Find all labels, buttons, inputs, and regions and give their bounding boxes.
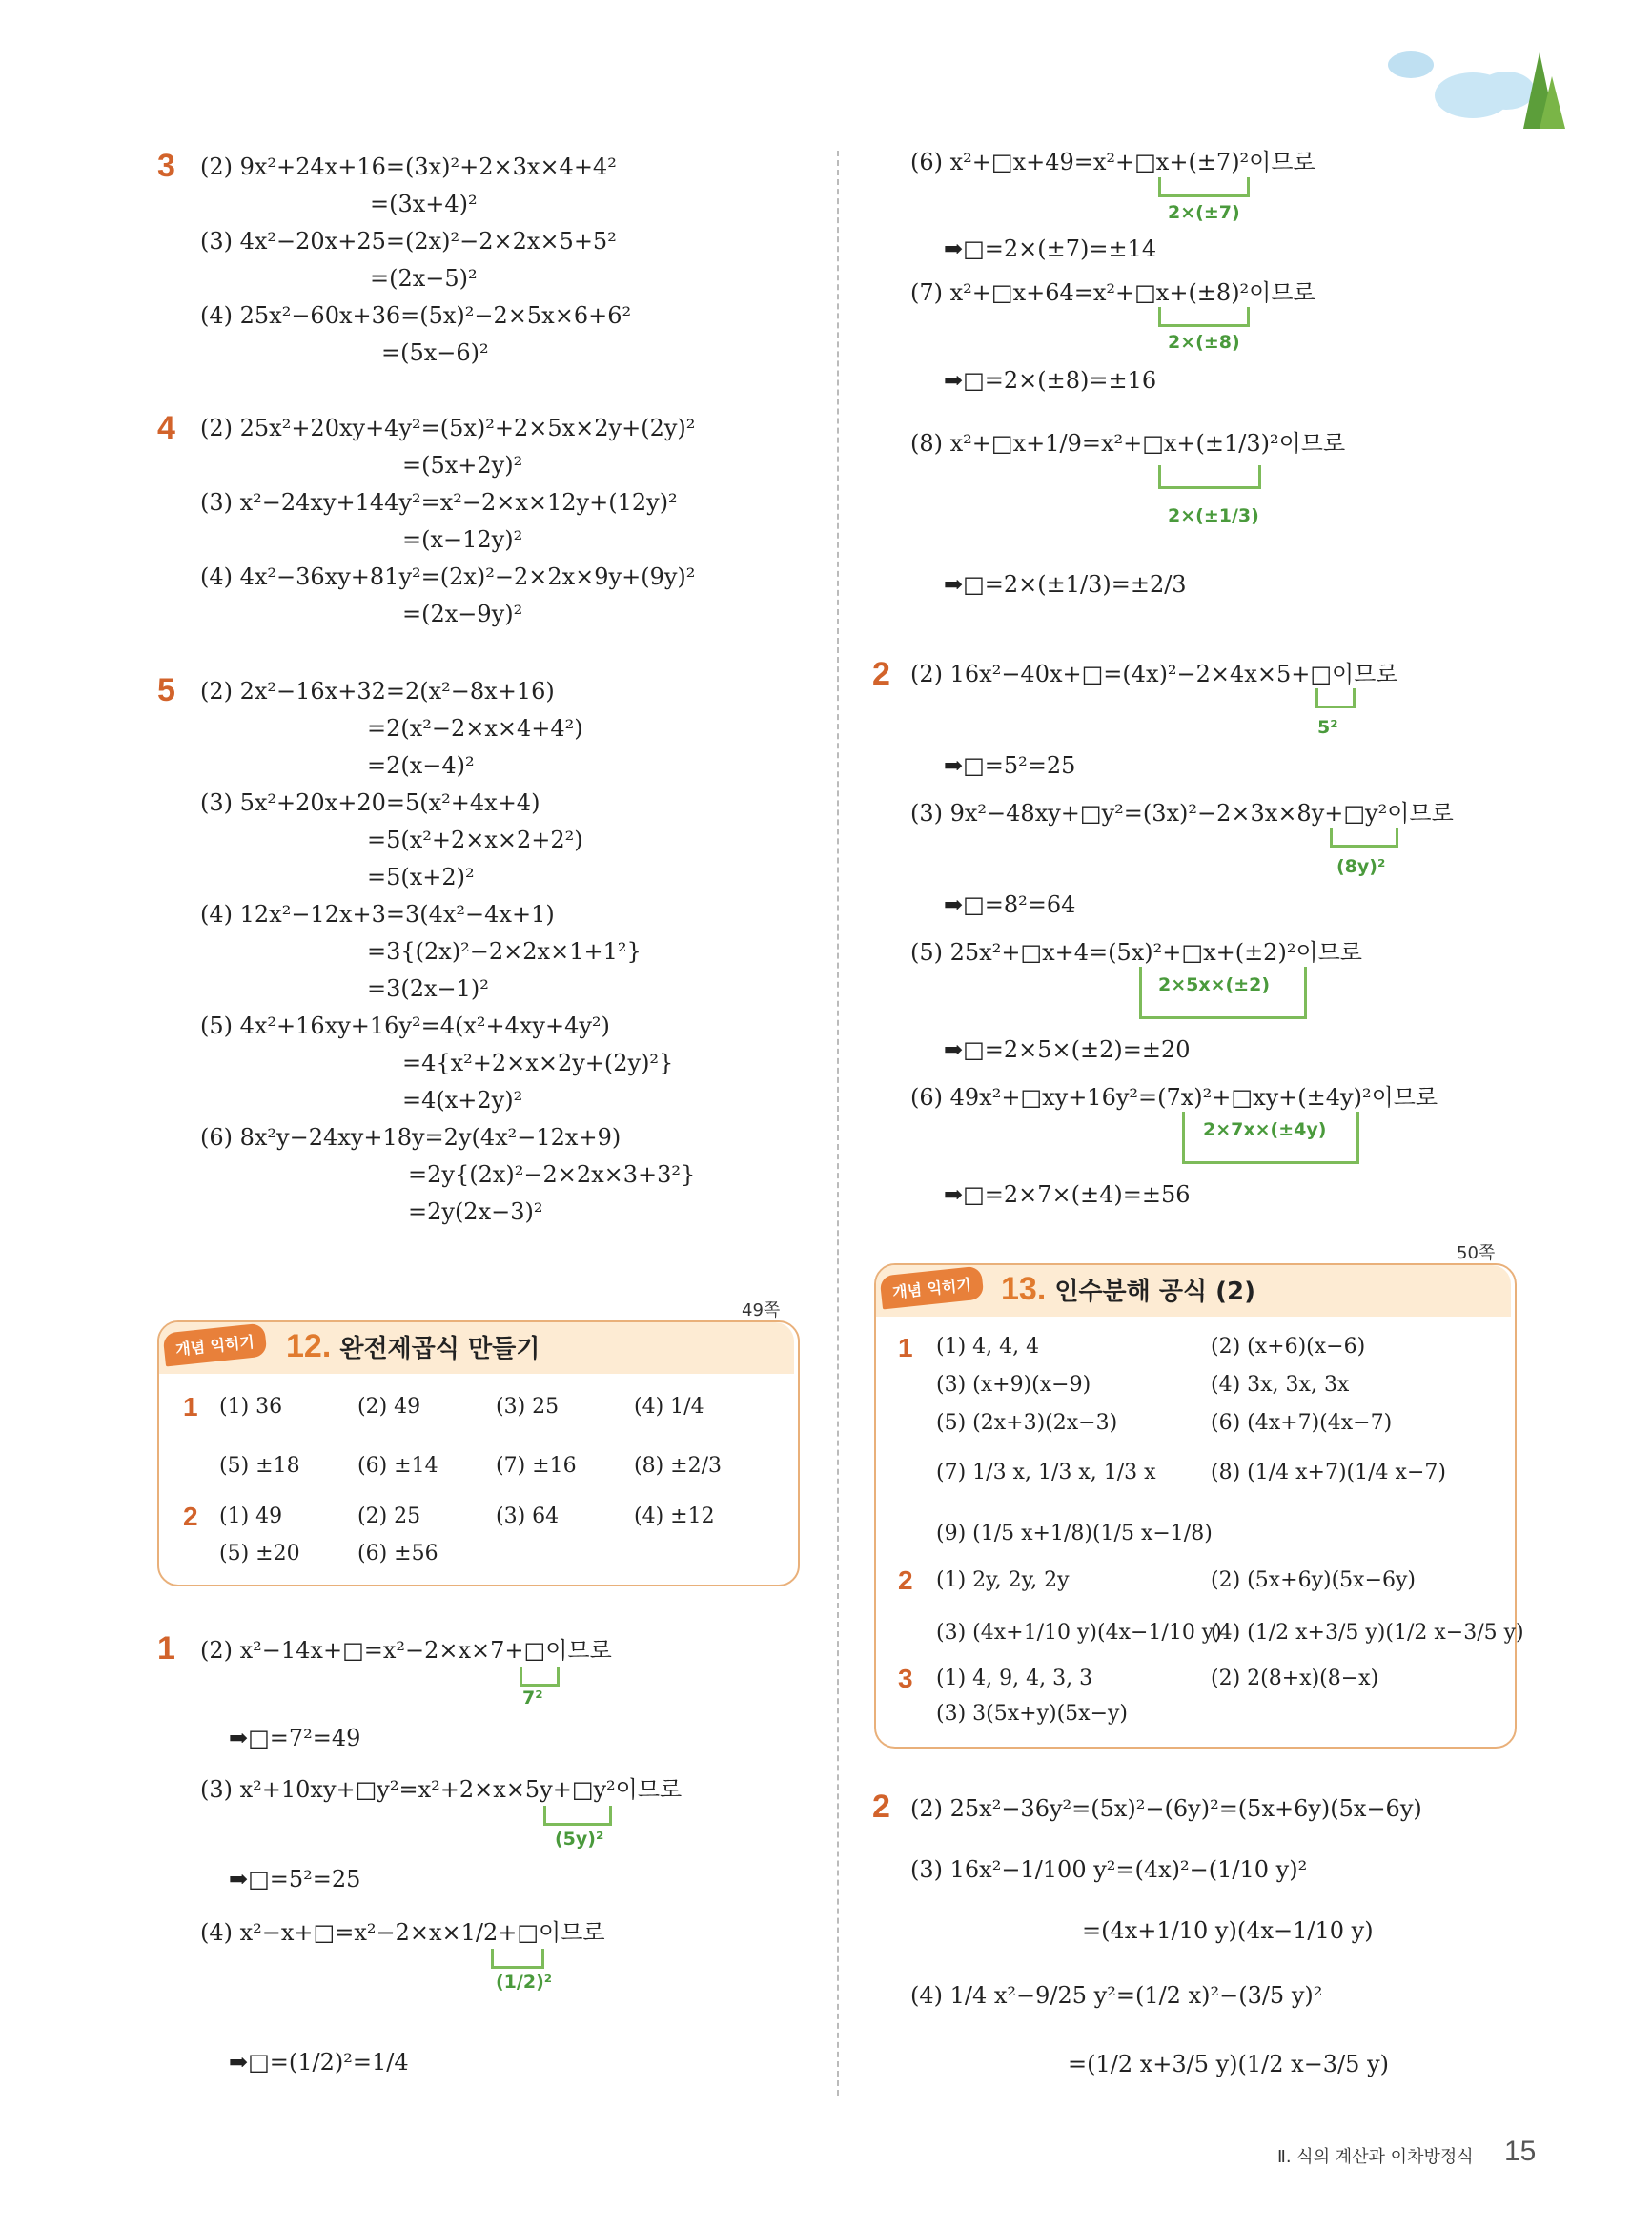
p2-line: (6) 49x²+□xy+16y²=(7x)²+□xy+(±4y)²이므로 (910, 1084, 1438, 1111)
box13-answer: (9) (1/5 x+1/8)(1/5 x−1/8) (936, 1522, 1213, 1545)
box13-row-1-number: 1 (898, 1333, 913, 1362)
p4-line: =(2x−9y)² (402, 601, 523, 627)
cont-line: (7) x²+□x+64=x²+□x+(±8)²이므로 (910, 279, 1315, 306)
q1-line: ➡□=(1/2)²=1/4 (229, 2049, 409, 2076)
box-12-number: 12. (286, 1328, 332, 1364)
p5-line: =4(x+2y)² (402, 1087, 523, 1114)
p5-line: (3) 5x²+20x+20=5(x²+4x+4) (200, 789, 540, 816)
page-ref-49: 49쪽 (742, 1300, 781, 1320)
page-number: 15 (1504, 2136, 1537, 2167)
q2-line: (4) 1/4 x²−9/25 y²=(1/2 x)²−(3/5 y)² (910, 1982, 1323, 2009)
p5-line: (5) 4x²+16xy+16y²=4(x²+4xy+4y²) (200, 1013, 610, 1039)
box12-answer: (1) 36 (219, 1395, 283, 1419)
box12-answer: (5) ±18 (219, 1454, 300, 1478)
p5-line: =3(2x−1)² (367, 975, 489, 1002)
p2-line: (2) 16x²−40x+□=(4x)²−2×4x×5+□이므로 (910, 661, 1398, 687)
box13-answer: (2) (5x+6y)(5x−6y) (1211, 1568, 1417, 1592)
p5-line: =5(x+2)² (367, 864, 475, 890)
p5-line: =2y(2x−3)² (408, 1198, 543, 1225)
cont-line: (8) x²+□x+1/9=x²+□x+(±1/3)²이므로 (910, 430, 1346, 457)
hint-label: 2×(±8) (1168, 332, 1240, 353)
hint-label: 2×5x×(±2) (1158, 974, 1271, 995)
box13-answer: (3) (x+9)(x−9) (936, 1373, 1091, 1397)
box12-answer: (1) 49 (219, 1504, 283, 1528)
box-12-title-text: 완전제곱식 만들기 (339, 1335, 540, 1363)
hint-label: 2×(±1/3) (1168, 505, 1259, 526)
cont-line: (6) x²+□x+49=x²+□x+(±7)²이므로 (910, 149, 1315, 175)
box13-answer: (7) 1/3 x, 1/3 x, 1/3 x (936, 1461, 1156, 1484)
problem-number-4: 4 (157, 410, 175, 446)
p3-line: =(2x−5)² (370, 265, 478, 292)
p5-line: =2(x²−2×x×4+4²) (367, 715, 583, 742)
problem-number-2b: 2 (872, 1789, 890, 1825)
box13-answer: (4) 3x, 3x, 3x (1211, 1373, 1350, 1397)
p2-line: (3) 9x²−48xy+□y²=(3x)²−2×3x×8y+□y²이므로 (910, 800, 1454, 827)
hint-bracket (491, 1949, 544, 1969)
cloud-tree-decoration (1382, 38, 1573, 133)
box13-answer: (3) (4x+1/10 y)(4x−1/10 y) (936, 1621, 1222, 1645)
p5-line: (6) 8x²y−24xy+18y=2y(4x²−12x+9) (200, 1124, 622, 1151)
problem-number-5: 5 (157, 672, 175, 708)
p5-line: =2(x−4)² (367, 752, 475, 779)
box13-answer: (8) (1/4 x+7)(1/4 x−7) (1211, 1461, 1446, 1484)
q1-line: (4) x²−x+□=x²−2×x×1/2+□이므로 (200, 1919, 605, 1946)
concept-badge: 개념 익히기 (879, 1266, 984, 1310)
p4-line: (3) x²−24xy+144y²=x²−2×x×12y+(12y)² (200, 489, 678, 516)
p4-line: =(x−12y)² (402, 526, 523, 553)
box12-answer: (2) 25 (357, 1504, 421, 1528)
q2-line: =(1/2 x+3/5 y)(1/2 x−3/5 y) (1068, 2051, 1389, 2077)
hint-label: (8y)² (1336, 856, 1386, 877)
p5-line: (2) 2x²−16x+32=2(x²−8x+16) (200, 678, 555, 705)
p3-line: =(3x+4)² (370, 191, 478, 217)
hint-bracket (543, 1806, 612, 1826)
p5-line: =2y{(2x)²−2×2x×3+3²} (408, 1161, 696, 1188)
box13-answer: (1) 2y, 2y, 2y (936, 1568, 1070, 1592)
q1-line: (2) x²−14x+□=x²−2×x×7+□이므로 (200, 1637, 612, 1664)
cont-line: ➡□=2×(±8)=±16 (944, 367, 1157, 394)
hint-bracket (1315, 688, 1356, 708)
page-ref-50: 50쪽 (1457, 1243, 1496, 1263)
q2-line: (3) 16x²−1/100 y²=(4x)²−(1/10 y)² (910, 1856, 1308, 1883)
p4-line: (4) 4x²−36xy+81y²=(2x)²−2×2x×9y+(9y)² (200, 563, 696, 590)
p2-line: ➡□=5²=25 (944, 752, 1076, 779)
concept-badge: 개념 익히기 (162, 1323, 267, 1367)
box-13-title (1001, 1271, 1255, 1308)
box-12-title (286, 1328, 540, 1365)
hint-label: 2×7x×(±4y) (1203, 1119, 1327, 1140)
problem-number-1: 1 (157, 1630, 175, 1667)
hint-bracket (1330, 828, 1398, 848)
box12-answer: (6) ±56 (357, 1542, 438, 1565)
q1-line: ➡□=5²=25 (229, 1866, 361, 1892)
box12-answer: (7) ±16 (496, 1454, 577, 1478)
p3-line: =(5x−6)² (381, 339, 489, 366)
box13-answer: (5) (2x+3)(2x−3) (936, 1411, 1118, 1435)
box13-answer: (4) (1/2 x+3/5 y)(1/2 x−3/5 y) (1211, 1621, 1524, 1645)
p5-line: (4) 12x²−12x+3=3(4x²−4x+1) (200, 901, 555, 928)
box13-row-2-number: 2 (898, 1565, 913, 1595)
box13-answer: (1) 4, 9, 4, 3, 3 (936, 1667, 1093, 1690)
q1-line: (3) x²+10xy+□y²=x²+2×x×5y+□y²이므로 (200, 1776, 683, 1803)
p4-line: (2) 25x²+20xy+4y²=(5x)²+2×5x×2y+(2y)² (200, 415, 696, 441)
p5-line: =4{x²+2×x×2y+(2y)²} (402, 1050, 674, 1076)
hint-label: (5y)² (555, 1829, 604, 1850)
box12-row-1-number: 1 (183, 1392, 198, 1422)
box12-row-2-number: 2 (183, 1502, 198, 1531)
cont-line: ➡□=2×(±1/3)=±2/3 (944, 571, 1187, 598)
p2-line: ➡□=2×7×(±4)=±56 (944, 1181, 1191, 1208)
box12-answer: (3) 64 (496, 1504, 560, 1528)
box12-answer: (2) 49 (357, 1395, 421, 1419)
box12-answer: (8) ±2/3 (634, 1454, 722, 1478)
p2-line: (5) 25x²+□x+4=(5x)²+□x+(±2)²이므로 (910, 939, 1362, 966)
hint-bracket (1158, 177, 1250, 197)
box-13-number: 13. (1001, 1271, 1047, 1307)
p5-line: =3{(2x)²−2×2x×1+1²} (367, 938, 642, 965)
problem-number-3: 3 (157, 148, 175, 184)
hint-label: 5² (1317, 717, 1338, 738)
box12-answer: (4) 1/4 (634, 1395, 704, 1419)
footer-chapter: Ⅱ. 식의 계산과 이차방정식 (1277, 2147, 1474, 2167)
hint-bracket (1158, 307, 1250, 327)
p5-line: =5(x²+2×x×2+2²) (367, 827, 583, 853)
box12-answer: (5) ±20 (219, 1542, 300, 1565)
p3-line: (2) 9x²+24x+16=(3x)²+2×3x×4+4² (200, 153, 617, 180)
box13-answer: (1) 4, 4, 4 (936, 1335, 1040, 1359)
box12-answer: (3) 25 (496, 1395, 560, 1419)
p4-line: =(5x+2y)² (402, 452, 523, 479)
box13-row-3-number: 3 (898, 1664, 913, 1693)
box13-answer: (2) (x+6)(x−6) (1211, 1335, 1366, 1359)
box13-answer: (2) 2(8+x)(8−x) (1211, 1667, 1379, 1690)
box13-answer: (3) 3(5x+y)(5x−y) (936, 1702, 1129, 1726)
box12-answer: (6) ±14 (357, 1454, 438, 1478)
p2-line: ➡□=8²=64 (944, 891, 1076, 918)
hint-bracket (1158, 465, 1261, 489)
box-13-title-text: 인수분해 공식 (2) (1054, 1278, 1255, 1306)
hint-label: 7² (522, 1688, 543, 1708)
problem-number-2: 2 (872, 656, 890, 692)
box13-answer: (6) (4x+7)(4x−7) (1211, 1411, 1393, 1435)
box12-answer: (4) ±12 (634, 1504, 715, 1528)
p2-line: ➡□=2×5×(±2)=±20 (944, 1036, 1191, 1063)
column-divider (837, 151, 839, 2096)
cont-line: ➡□=2×(±7)=±14 (944, 235, 1157, 262)
hint-label: 2×(±7) (1168, 202, 1240, 223)
p3-line: (4) 25x²−60x+36=(5x)²−2×5x×6+6² (200, 302, 632, 329)
hint-label: (1/2)² (496, 1972, 553, 1993)
hint-bracket (520, 1667, 560, 1687)
q1-line: ➡□=7²=49 (229, 1725, 361, 1751)
q2-line: =(4x+1/10 y)(4x−1/10 y) (1082, 1917, 1374, 1944)
q2-line: (2) 25x²−36y²=(5x)²−(6y)²=(5x+6y)(5x−6y) (910, 1795, 1422, 1822)
p3-line: (3) 4x²−20x+25=(2x)²−2×2x×5+5² (200, 228, 617, 255)
